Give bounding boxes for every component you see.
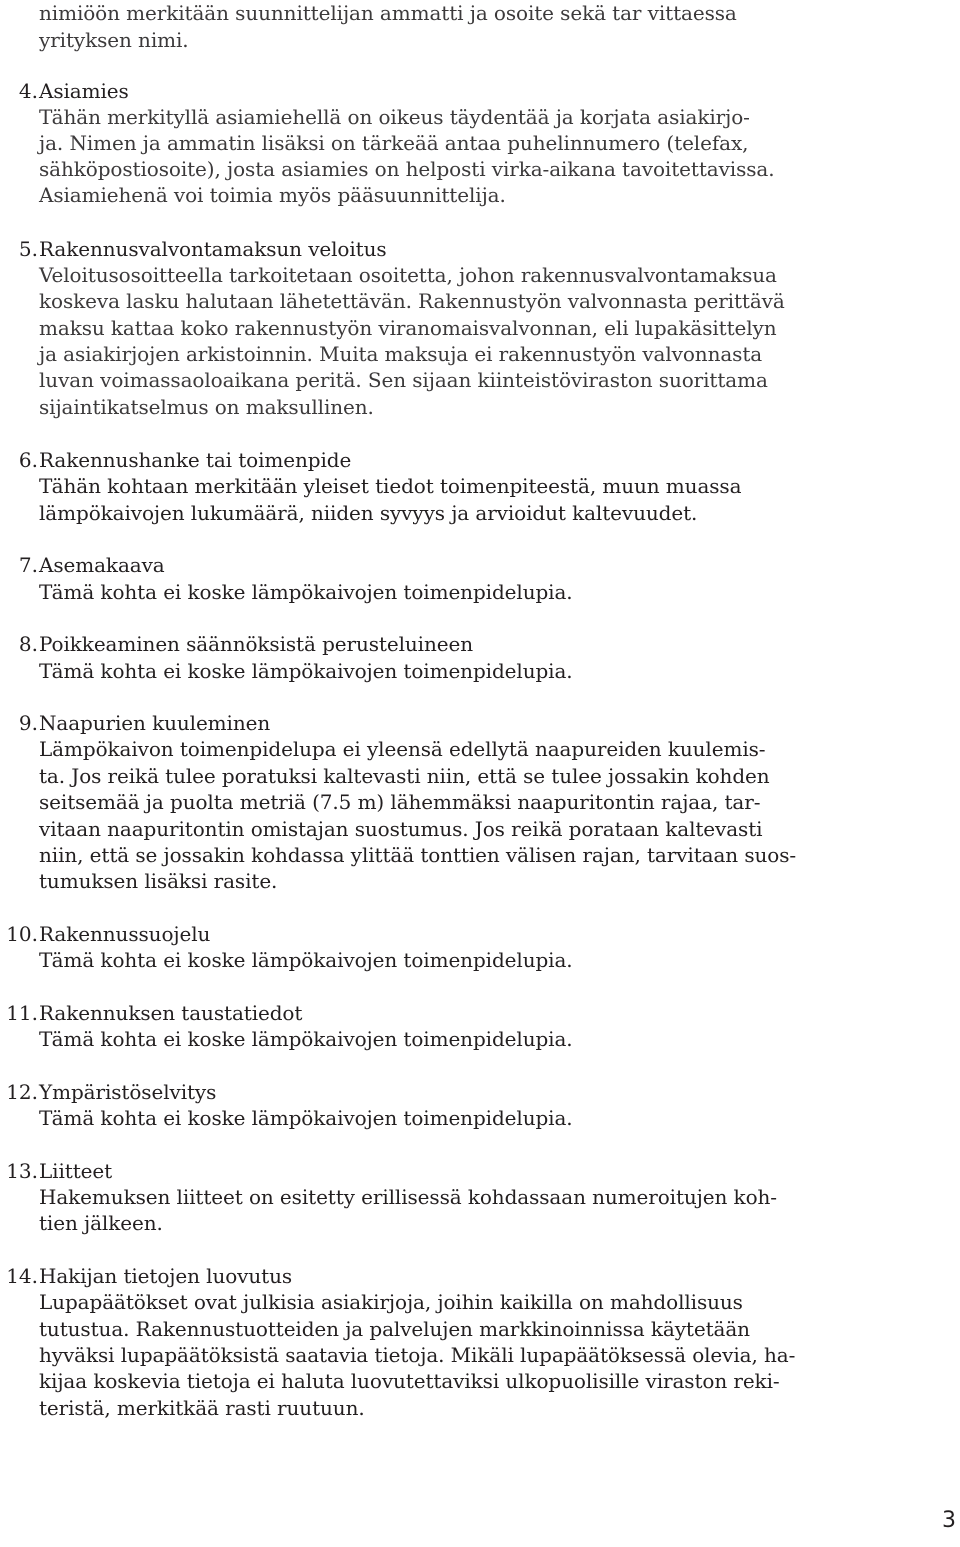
section-line: ja asiakirjojen arkistoinnin. Muita maksuja ei rakennustyön valvonnasta <box>39 342 763 366</box>
section-number: 6. <box>18 448 38 472</box>
section-line: tutustua. Rakennustuotteiden ja palvelujen markkinoinnissa käytetään <box>39 1317 750 1341</box>
section-title: Ympäristöselvitys <box>39 1080 217 1104</box>
section-number: 11. <box>6 1001 38 1025</box>
page-number: 3 <box>942 1508 956 1533</box>
section-title: Liitteet <box>39 1159 113 1183</box>
section-title: Rakennussuojelu <box>39 922 211 946</box>
section-title: Asiamies <box>39 79 129 103</box>
section-line: teristä, merkitkää rasti ruutuun. <box>39 1396 365 1420</box>
section-line: Lupapäätökset ovat julkisia asiakirjoja, joihin kaikilla on mahdollisuus <box>39 1290 743 1314</box>
section-number: 10. <box>6 922 38 946</box>
section-line: hyväksi lupapäätöksistä saatavia tietoja. Mikäli lupapäätöksessä olevia, ha- <box>39 1343 796 1367</box>
section-title: Poikkeaminen säännöksistä perusteluineen <box>39 632 473 656</box>
section-line: Lämpökaivon toimenpidelupa ei yleensä edellytä naapureiden kuulemis- <box>39 737 766 761</box>
section-number: 8. <box>18 632 38 656</box>
section-title: Asemakaava <box>39 553 165 577</box>
section-line: vitaan naapuritontin omistajan suostumus. Jos reikä porataan kaltevasti <box>39 817 763 841</box>
section-title: Rakennushanke tai toimenpide <box>39 448 352 472</box>
section-line: maksu kattaa koko rakennustyön viranomaisvalvonnan, eli lupakäsittelyn <box>39 316 777 340</box>
section-line: ja. Nimen ja ammatin lisäksi on tärkeää antaa puhelinnumero (telefax, <box>39 131 749 155</box>
section-line: Veloitusosoitteella tarkoitetaan osoitetta, johon rakennusvalvontamaksua <box>39 263 777 287</box>
section-title: Rakennusvalvontamaksun veloitus <box>39 237 387 261</box>
section-title: Hakijan tietojen luovutus <box>39 1264 293 1288</box>
section-line: Hakemuksen liitteet on esitetty erillisessä kohdassaan numeroitujen koh- <box>39 1185 777 1209</box>
section-number: 4. <box>18 79 38 103</box>
section-line: Tähän kohtaan merkitään yleiset tiedot toimenpiteestä, muun muassa <box>39 474 742 498</box>
section-number: 5. <box>18 237 38 261</box>
section-line: koskeva lasku halutaan lähetettävän. Rakennustyön valvonnasta perittävä <box>39 289 785 313</box>
section-title: Rakennuksen taustatiedot <box>39 1001 303 1025</box>
section-line: Tähän merkityllä asiamiehellä on oikeus täydentää ja korjata asiakirjo- <box>39 105 750 129</box>
section-line: lämpökaivojen lukumäärä, niiden syvyys ja arvioidut kaltevuudet. <box>39 501 698 525</box>
section-number: 14. <box>6 1264 38 1288</box>
section-line: kijaa koskevia tietoja ei haluta luovutettaviksi ulkopuolisille viraston reki- <box>39 1369 780 1393</box>
section-line: tumuksen lisäksi rasite. <box>39 869 278 893</box>
section-line: Tämä kohta ei koske lämpökaivojen toimenpidelupia. <box>39 1027 573 1051</box>
section-line: Tämä kohta ei koske lämpökaivojen toimenpidelupia. <box>39 580 573 604</box>
section-line: seitsemää ja puolta metriä (7.5 m) lähemmäksi naapuritontin rajaa, tar- <box>39 790 761 814</box>
intro-line: yrityksen nimi. <box>39 28 189 52</box>
section-line: luvan voimassaoloaikana peritä. Sen sijaan kiinteistöviraston suorittama <box>39 368 768 392</box>
section-line: sijaintikatselmus on maksullinen. <box>39 395 374 419</box>
section-line: Tämä kohta ei koske lämpökaivojen toimenpidelupia. <box>39 948 573 972</box>
section-line: Tämä kohta ei koske lämpökaivojen toimenpidelupia. <box>39 659 573 683</box>
section-line: Tämä kohta ei koske lämpökaivojen toimenpidelupia. <box>39 1106 573 1130</box>
section-line: ta. Jos reikä tulee poratuksi kaltevasti niin, että se tulee jossakin kohden <box>39 764 770 788</box>
section-line: Asiamiehenä voi toimia myös pääsuunnittelija. <box>39 183 506 207</box>
section-line: tien jälkeen. <box>39 1211 163 1235</box>
section-title: Naapurien kuuleminen <box>39 711 271 735</box>
section-number: 7. <box>18 553 38 577</box>
section-number: 9. <box>18 711 38 735</box>
section-number: 12. <box>6 1080 38 1104</box>
section-line: sähköpostiosoite), josta asiamies on helposti virka-aikana tavoitettavissa. <box>39 157 775 181</box>
section-line: niin, että se jossakin kohdassa ylittää tonttien välisen rajan, tarvitaan suos- <box>39 843 797 867</box>
intro-line: nimiöön merkitään suunnittelijan ammatti ja osoite sekä tar vittaessa <box>39 1 737 25</box>
section-number: 13. <box>6 1159 38 1183</box>
